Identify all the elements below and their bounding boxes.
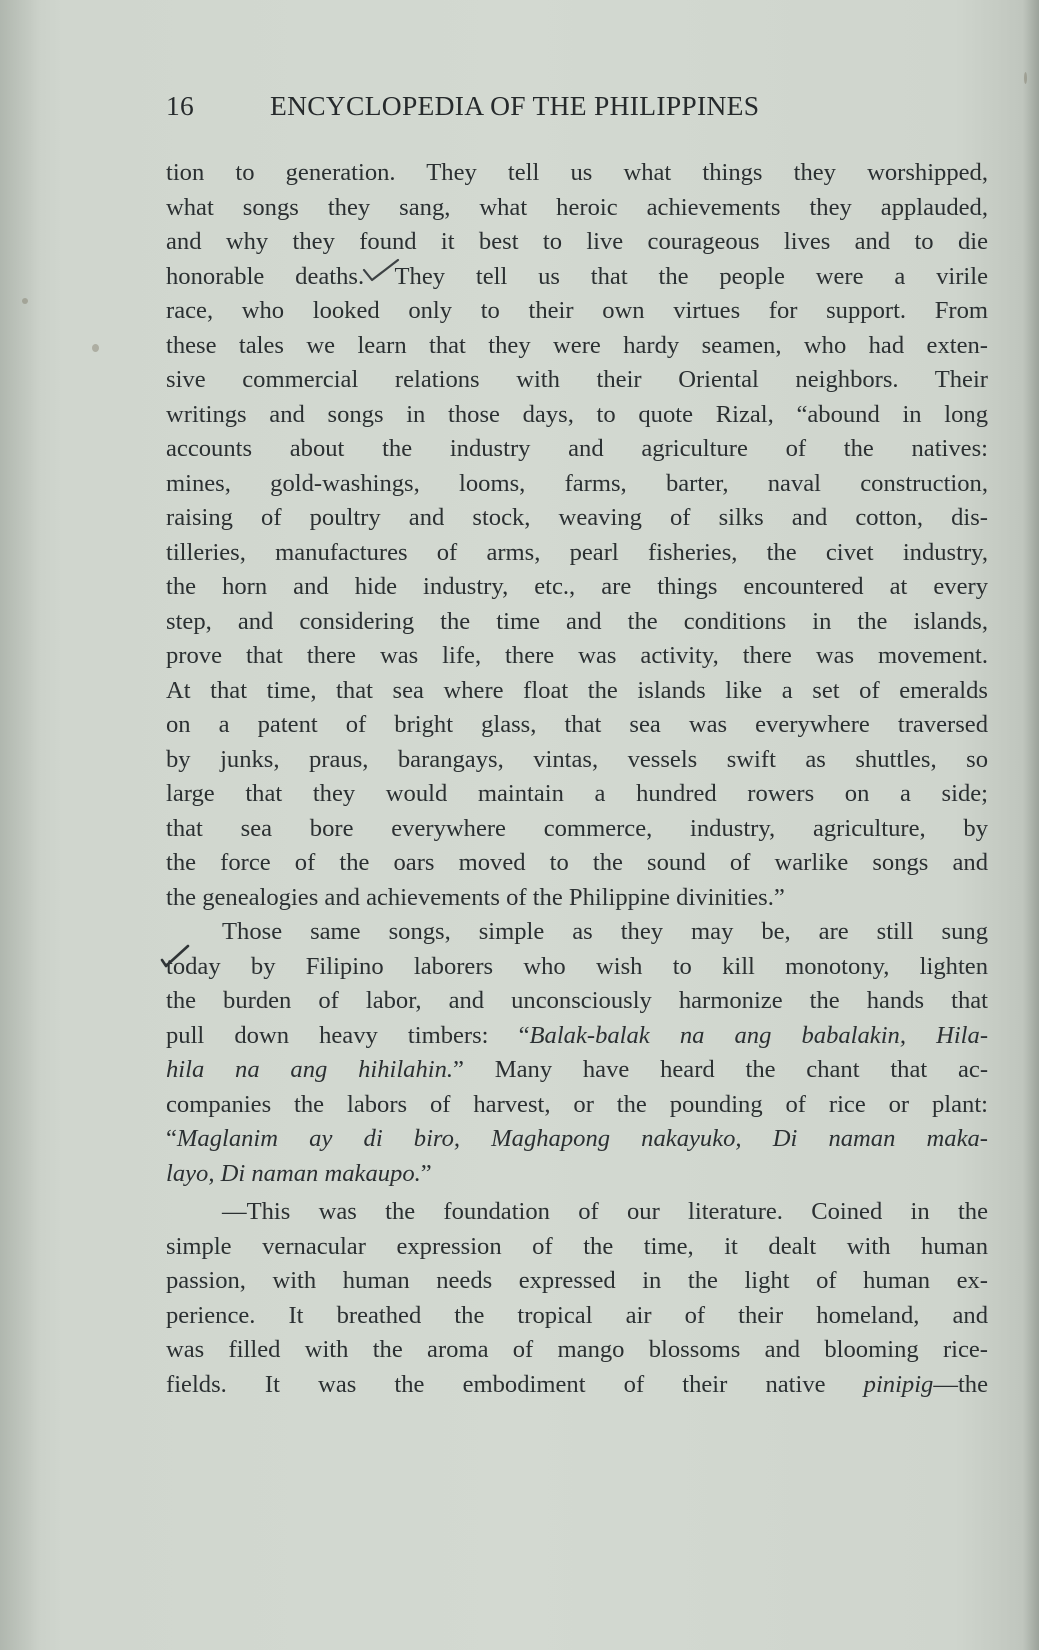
text-line — [166, 639, 988, 674]
text-segment: today by Filipino laborers who wish to kill monotony, lighten — [166, 952, 988, 980]
text-segment: perience. It breathed the tropical air of their homeland, and — [166, 1301, 988, 1329]
text-segment: sive commercial relations with their Oriental neighbors. Their — [166, 366, 988, 393]
text-line — [166, 191, 988, 226]
text-line — [166, 1230, 988, 1265]
text-segment: companies the labors of harvest, or the pounding of rice or plant: — [166, 1090, 988, 1118]
text-segment: by junks, praus, barangays, vintas, vessels swift as shuttles, so — [166, 745, 988, 773]
text-segment: ” Many have heard the chant that ac- — [453, 1056, 989, 1083]
text-segment: writings and songs in those days, to quote Rizal, “abound in long — [166, 400, 988, 428]
text-segment: tilleries, manufactures of arms, pearl fisheries, the civet industry, — [166, 538, 988, 566]
spine-shadow — [0, 0, 40, 1650]
text-line — [166, 536, 988, 571]
text-segment: simple vernacular expression of the time, it dealt with human — [166, 1232, 988, 1260]
text-line — [166, 398, 988, 433]
text-line — [166, 294, 988, 329]
running-header — [166, 90, 986, 122]
text-segment: what songs they sang, what heroic achievements they applauded, — [166, 193, 988, 221]
text-line — [166, 1122, 988, 1157]
paper-speck — [22, 298, 28, 304]
text-line — [166, 432, 988, 467]
text-line — [166, 881, 988, 916]
running-title: ENCYCLOPEDIA OF THE PHILIPPINES — [270, 90, 760, 121]
text-segment: that sea bore everywhere commerce, industry, agriculture, by — [166, 814, 988, 842]
text-segment: the force of the oars moved to the sound of warlike songs and — [166, 849, 988, 876]
text-segment: passion, with human needs expressed in the light of human ex- — [166, 1267, 988, 1294]
page-number: 16 — [166, 90, 195, 121]
text-line — [166, 984, 988, 1019]
text-segment: tion to generation. They tell us what things they worshipped, — [166, 159, 988, 186]
text-segment: was filled with the aroma of mango blossoms and blooming rice- — [166, 1336, 988, 1363]
pencil-checkmark-icon — [158, 940, 198, 970]
text-segment: pull down heavy timbers: “ — [166, 1021, 530, 1049]
text-line — [166, 1264, 988, 1299]
body-text — [166, 156, 988, 1402]
text-line — [166, 1157, 988, 1192]
text-line — [166, 570, 988, 605]
text-line — [166, 777, 988, 812]
text-line — [166, 743, 988, 778]
text-line — [166, 156, 988, 191]
text-segment: mines, gold-washings, looms, farms, barter, naval construction, — [166, 469, 988, 497]
text-line — [166, 501, 988, 536]
italic-text: Maglanim ay di biro, Maghapong nakayuko, Di naman maka- — [176, 1125, 988, 1152]
text-segment: Those same songs, simple as they may be, are still sung — [222, 918, 988, 945]
paper-speck — [92, 344, 99, 352]
text-segment: step, and considering the time and the conditions in the islands, — [166, 607, 988, 635]
text-segment: prove that there was life, there was activity, there was movement. — [166, 642, 988, 669]
text-segment: the horn and hide industry, etc., are things encountered at every — [166, 573, 988, 600]
text-segment: ” — [420, 1159, 432, 1187]
text-segment: —This was the foundation of our literature. Coined in the — [222, 1198, 988, 1225]
text-segment: —the — [933, 1370, 988, 1398]
text-line — [166, 915, 988, 950]
text-line — [166, 1368, 988, 1403]
italic-text: layo, Di naman makaupo. — [166, 1159, 421, 1187]
text-segment: the burden of labor, and unconsciously harmonize the hands that — [166, 987, 988, 1014]
text-line — [166, 708, 988, 743]
text-line — [166, 225, 988, 260]
text-segment: these tales we learn that they were hardy seamen, who had exten- — [166, 331, 988, 359]
text-line — [166, 812, 988, 847]
text-line — [166, 846, 988, 881]
text-line — [166, 674, 988, 709]
text-segment: raising of poultry and stock, weaving of silks and cotton, dis- — [166, 504, 988, 531]
text-line — [166, 950, 988, 985]
text-line — [166, 363, 988, 398]
text-line — [166, 1088, 988, 1123]
text-segment: and why they found it best to live courageous lives and to die — [166, 228, 988, 255]
text-segment: honorable deaths. They tell us that the people were a virile — [166, 262, 988, 290]
text-line — [166, 467, 988, 502]
text-line — [166, 605, 988, 640]
italic-text: Balak-balak na ang babalakin, Hila- — [529, 1021, 989, 1049]
text-line — [166, 1053, 988, 1088]
text-line — [166, 1019, 988, 1054]
text-line — [166, 329, 988, 364]
text-segment: large that they would maintain a hundred rowers on a side; — [166, 780, 988, 807]
paper-speck — [1024, 72, 1027, 84]
text-segment: the genealogies and achievements of the Philippine divinities.” — [166, 883, 785, 911]
text-segment: race, who looked only to their own virtues for support. From — [166, 297, 988, 324]
text-line — [166, 260, 988, 295]
text-segment: on a patent of bright glass, that sea was everywhere traversed — [166, 711, 988, 738]
text-line — [166, 1333, 988, 1368]
italic-text: hila na ang hihilahin. — [166, 1056, 454, 1083]
text-segment: accounts about the industry and agriculture of the natives: — [166, 435, 988, 462]
text-segment: At that time, that sea where float the islands like a set of emeralds — [166, 676, 988, 704]
italic-text: pinipig — [863, 1370, 934, 1398]
text-line — [166, 1195, 988, 1230]
text-segment: fields. It was the embodiment of their native — [166, 1370, 864, 1398]
text-segment: “ — [166, 1125, 177, 1152]
text-line — [166, 1299, 988, 1334]
pencil-checkmark-icon — [362, 256, 402, 286]
page-edge-shadow — [1023, 0, 1039, 1650]
